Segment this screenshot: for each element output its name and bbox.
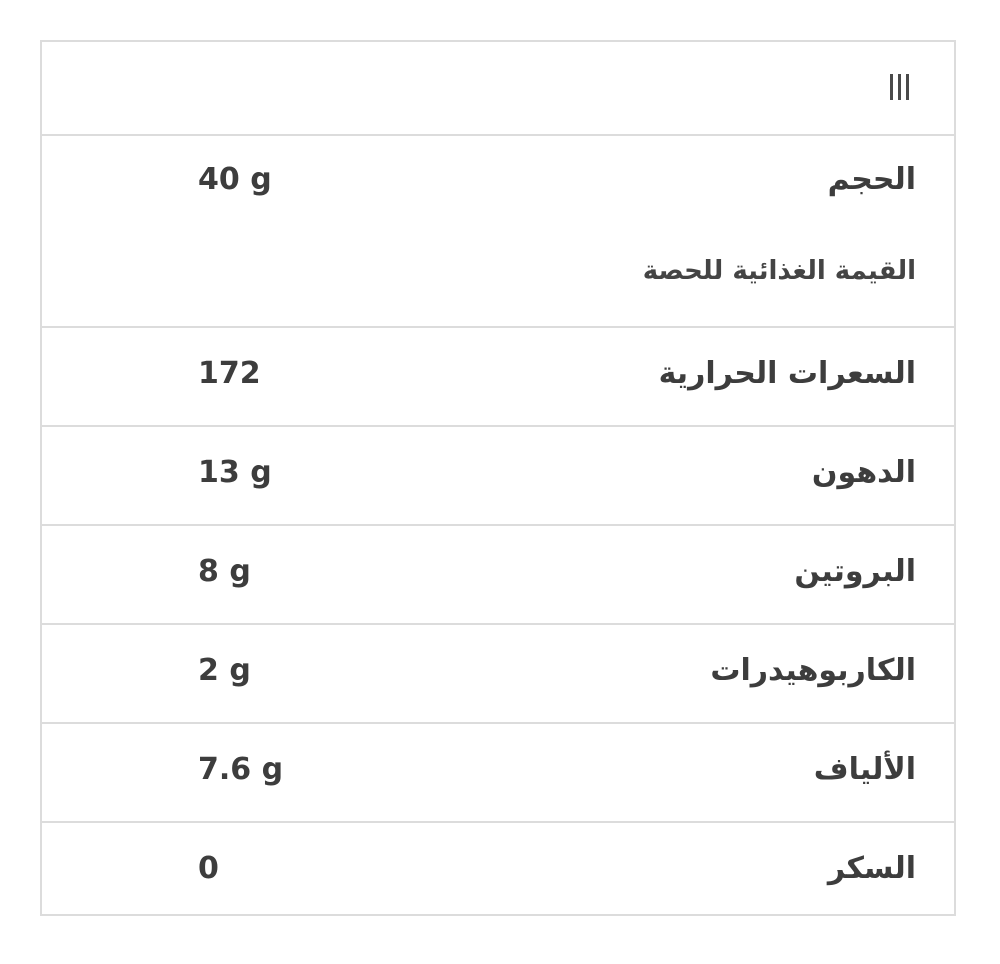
nutrient-label: الألياف [813,752,916,787]
nutrient-value: 8 g [198,554,251,589]
nutrient-label: الكاربوهيدرات [710,653,916,688]
table-row-fiber [42,724,954,823]
table-row-fat [42,427,954,526]
bar-1 [890,74,893,100]
serving-size-row [42,136,954,328]
bar-3 [906,74,909,100]
serving-size-label: الحجم [827,162,916,197]
nutrient-label: البروتين [794,554,916,589]
nutrient-label: الدهون [811,455,916,490]
nutrient-value: 0 [198,851,219,886]
table-row-protein [42,526,954,625]
serving-size-value: 40 g [198,162,272,197]
nutrient-label: السعرات الحرارية [658,356,916,391]
nutrient-value: 2 g [198,653,251,688]
nutrient-label: السكر [827,851,916,886]
table-header-row [42,42,954,136]
nutrient-value: 7.6 g [198,752,284,787]
bar-2 [898,74,901,100]
nutrition-table [40,40,956,916]
per-serving-subtitle: القيمة الغذائية للحصة [642,256,916,286]
nutrient-value: 172 [198,356,261,391]
table-row-sugar [42,823,954,922]
nutrient-value: 13 g [198,455,272,490]
table-row-carbohydrates [42,625,954,724]
table-row-calories [42,328,954,427]
vertical-bars-icon[interactable] [890,74,916,100]
